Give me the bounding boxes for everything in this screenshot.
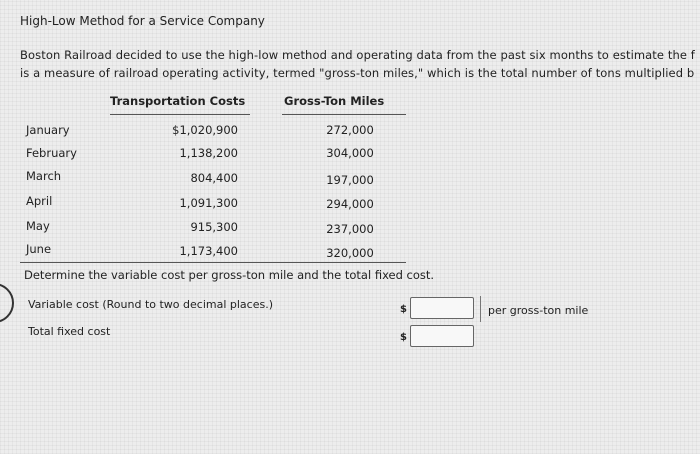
row-cost: $1,020,900: [172, 123, 238, 137]
variable-cost-label: Variable cost (Round to two decimal places.): [28, 298, 273, 311]
problem-text-line-2: is a measure of railroad operating activity, termed "gross-ton miles," which is the total number of tons multiplied b: [20, 66, 695, 80]
row-month: May: [26, 219, 50, 233]
problem-text-line-1: Boston Railroad decided to use the high-low method and operating data from the past six months to estimate the f: [20, 48, 695, 62]
row-cost: 1,173,400: [179, 244, 238, 258]
variable-cost-unit: per gross-ton mile: [488, 304, 589, 317]
table-bottom-rule: [20, 262, 406, 263]
row-cost: 915,300: [190, 220, 238, 234]
row-miles: 294,000: [326, 197, 374, 211]
header-underline-miles: [282, 114, 406, 115]
total-fixed-cost-label: Total fixed cost: [28, 325, 111, 338]
row-miles: 304,000: [326, 146, 374, 160]
page-title: High-Low Method for a Service Company: [20, 14, 265, 28]
header-gross-ton-miles: Gross-Ton Miles: [284, 94, 385, 108]
row-month: March: [26, 169, 62, 183]
row-month: February: [26, 146, 77, 160]
header-underline-cost: [110, 114, 250, 115]
row-miles: 237,000: [326, 222, 374, 236]
divider: [480, 296, 481, 322]
row-miles: 320,000: [326, 246, 374, 260]
row-cost: 1,138,200: [179, 146, 238, 160]
row-month: April: [26, 194, 53, 208]
total-fixed-cost-input[interactable]: [410, 325, 474, 347]
row-cost: 1,091,300: [179, 196, 238, 210]
row-miles: 272,000: [326, 123, 374, 137]
row-month: January: [26, 123, 70, 137]
row-cost: 804,400: [190, 171, 238, 185]
row-month: June: [26, 242, 52, 256]
header-transportation-costs: Transportation Costs: [110, 94, 246, 108]
variable-cost-currency: $: [400, 304, 407, 315]
instruction-text: Determine the variable cost per gross-ton mile and the total fixed cost.: [24, 268, 435, 282]
current-question-marker-icon: [0, 283, 14, 323]
variable-cost-input[interactable]: [410, 297, 474, 319]
row-miles: 197,000: [326, 173, 374, 187]
total-fixed-cost-currency: $: [400, 332, 407, 343]
